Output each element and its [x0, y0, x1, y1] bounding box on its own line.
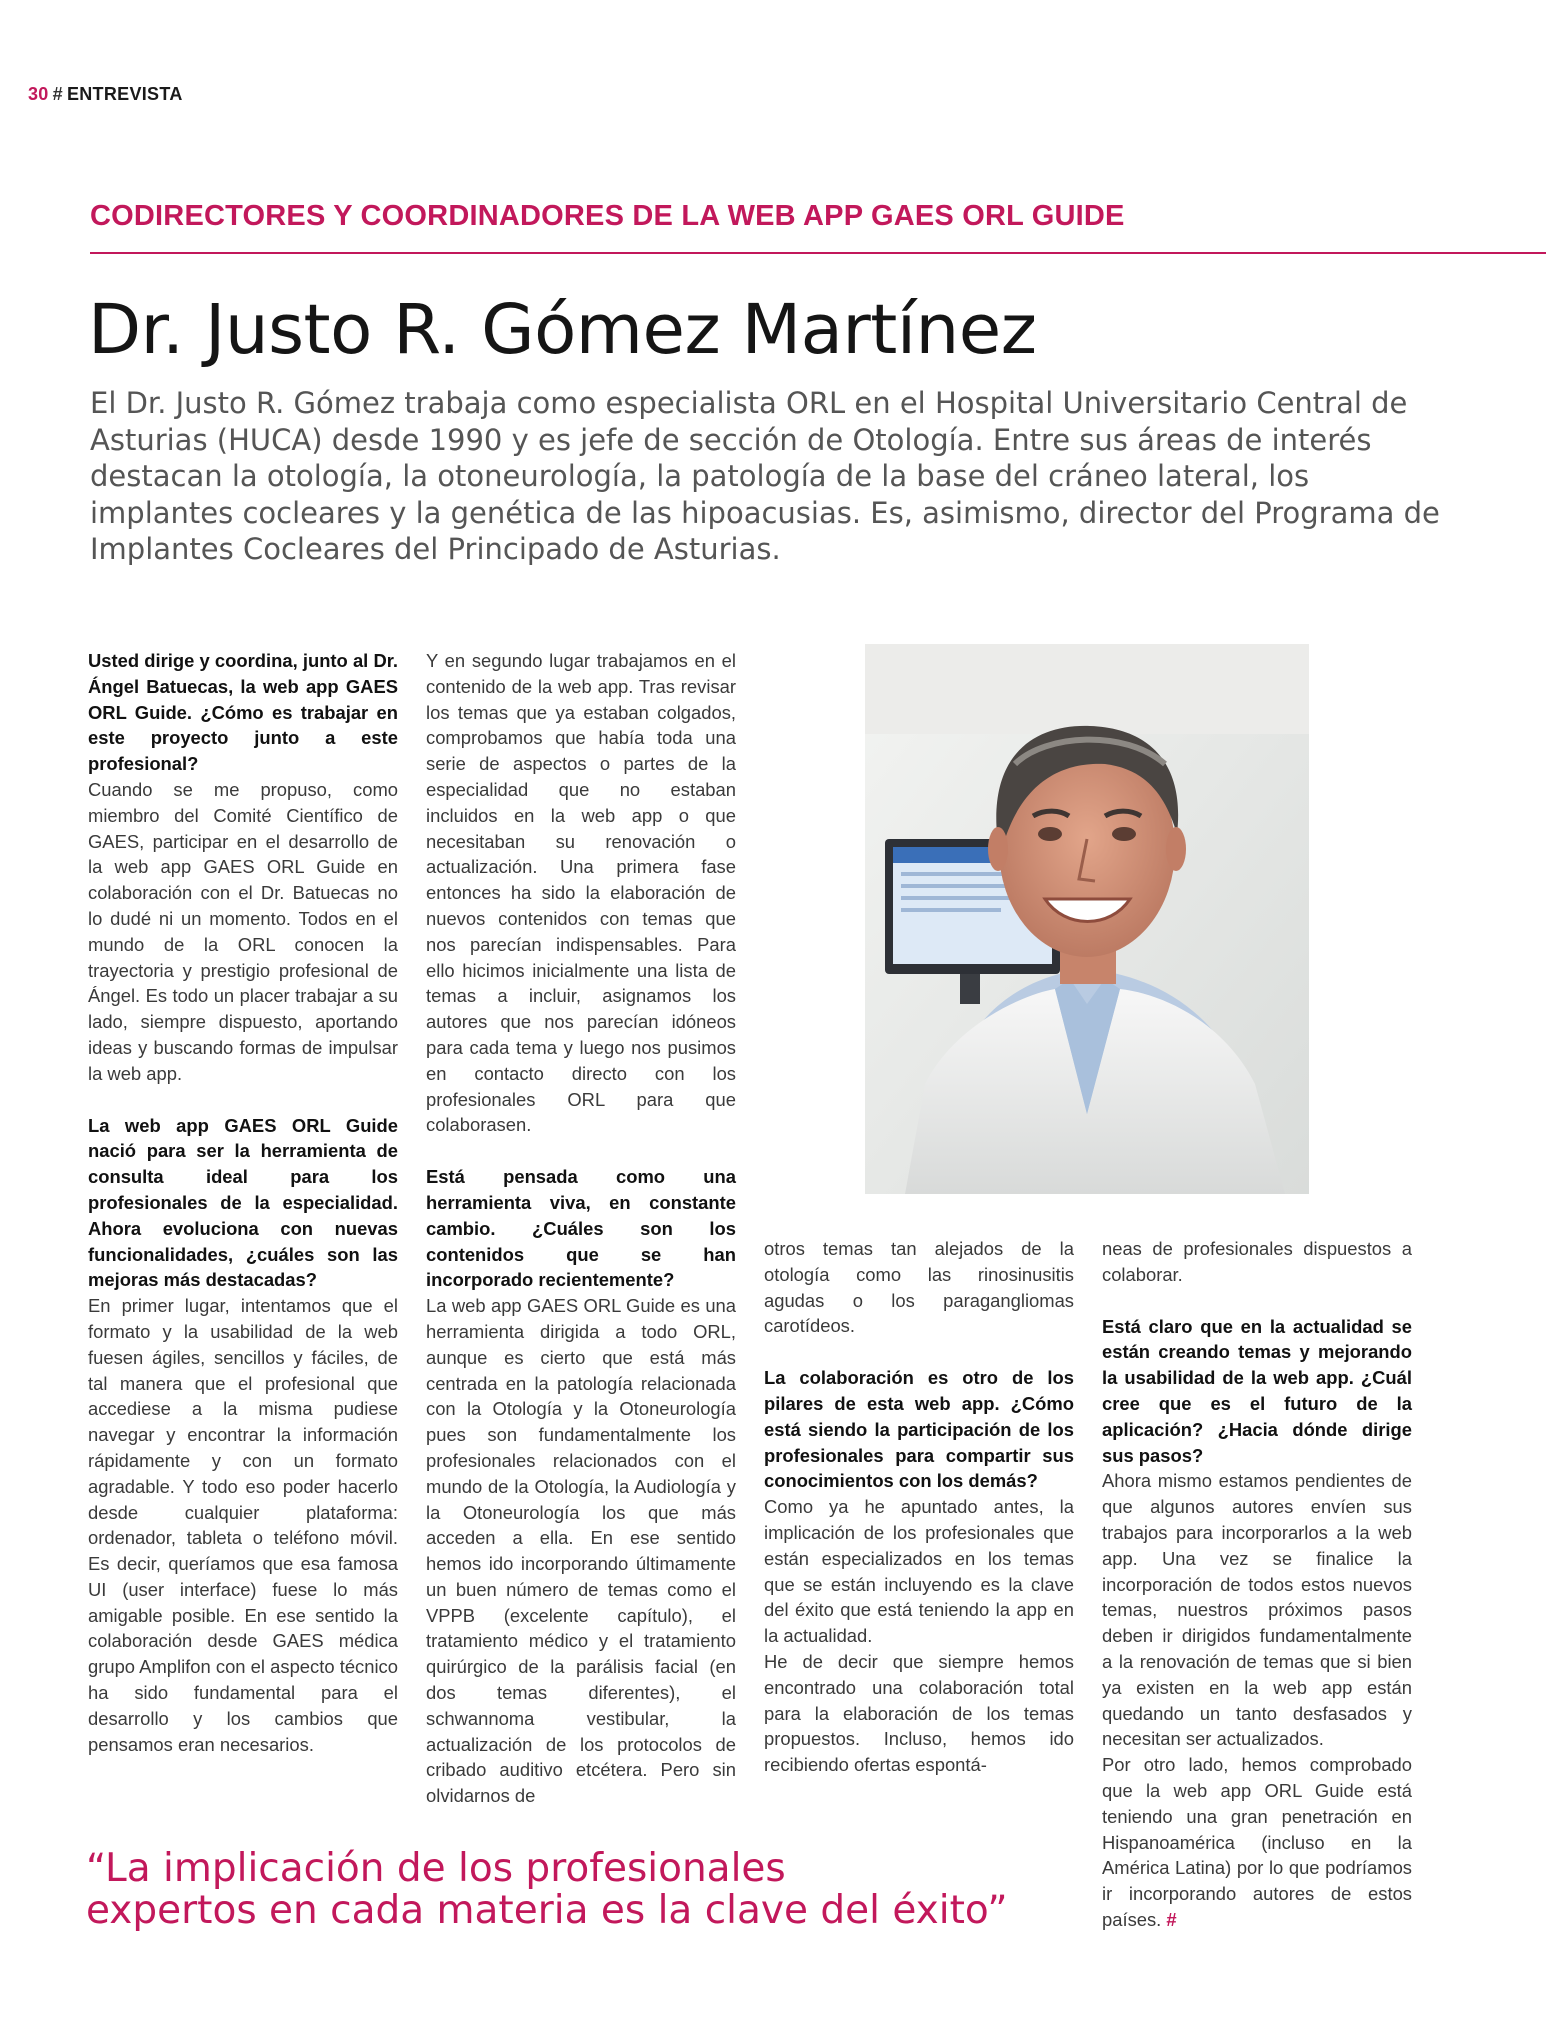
- answer: otros temas tan alejados de la otología como las rinosinusitis agudas o los paragangliomas carotídeos.: [764, 1238, 1074, 1337]
- kicker-heading: CODIRECTORES Y COORDINADORES DE LA WEB APP GAES ORL GUIDE: [90, 200, 1125, 232]
- article-title: Dr. Justo R. Gómez Martínez: [88, 290, 1037, 370]
- column-2: [426, 648, 736, 1809]
- answer-text: Por otro lado, hemos comprobado que la web app ORL Guide está teniendo una gran penetración en Hispanoamérica (incluso en la América Latina) por lo que podríamos ir incorporando autores de estos países.: [1102, 1754, 1412, 1930]
- kicker-rule: [90, 252, 1546, 254]
- answer: neas de profesionales dispuestos a colaborar.: [1102, 1238, 1412, 1285]
- running-header: [28, 84, 183, 105]
- column-3: [764, 1236, 1074, 1778]
- answer: Y en segundo lugar trabajamos en el contenido de la web app. Tras revisar los temas que ya estaban colgados, comprobamos que había toda una serie de aspectos o partes de la especialidad que no estaban incluidos en la web app o que necesitaban su renovación o actualización. Una primera fase entonces ha sido la elaboración de nuevos contenidos con temas que nos parecían indispensables. Para ello hicimos inicialmente una lista de temas a incluir, asignamos los autores que nos parecían idóneos para cada tema y luego nos pusimos en contacto directo con los profesionales ORL para que colaborasen.: [426, 650, 736, 1136]
- answer: Como ya he apuntado antes, la implicación de los profesionales que están especializados en los temas que se están incluyendo es la clave del éxito que está teniendo la app en la actualidad.: [764, 1496, 1074, 1647]
- answer: He de decir que siempre hemos encontrado una colaboración total para la elaboración de los temas propuestos. Incluso, hemos ido recibiendo ofertas espontá-: [764, 1650, 1074, 1776]
- answer: En primer lugar, intentamos que el formato y la usabilidad de la web fuesen ágiles, sencillos y fáciles, de tal manera que el profesional que accediese a la misma pudiese navegar y encontrar la información rápidamente y con un formato agradable. Y todo eso poder hacerlo desde cualquier plataforma: ordenador, tableta o teléfono móvil. Es decir, queríamos que esa famosa UI (user interface) fuese lo más amigable posible. En ese sentido la colaboración desde GAES médica grupo Amplifon con el aspecto técnico ha sido fundamental para el desarrollo y los cambios que pensamos eran necesarios.: [88, 1295, 398, 1755]
- section-label: ENTREVISTA: [66, 84, 183, 104]
- answer: Cuando se me propuso, como miembro del Comité Científico de GAES, participar en el desarrollo de la web app GAES ORL Guide en colaboración con el Dr. Batuecas no lo dudé ni un momento. Todos en el mundo de la ORL conocen la trayectoria y prestigio profesional de Ángel. Es todo un placer trabajar a su lado, siempre dispuesto, aportando ideas y buscando formas de impulsar la web app.: [88, 778, 398, 1084]
- intro-paragraph: [90, 385, 1440, 568]
- question: Está claro que en la actualidad se están creando temas y mejorando la usabilidad de la web app. ¿Cuál cree que es el futuro de la aplicación? ¿Hacia dónde dirige sus pasos?: [1102, 1315, 1412, 1466]
- answer: La web app GAES ORL Guide es una herramienta dirigida a todo ORL, aunque es cierto que está más centrada en la patología relacionada con la Otología y la Otoneurología pues son fundamentalmente los profesionales relacionados con el mundo de la Otología, la Audiología y la Otoneurología los que más acceden a ella. En ese sentido hemos ido incorporando últimamente un buen número de temas como el VPPB (excelente capítulo), el tratamiento médico y el tratamiento quirúrgico de la parálisis facial (en dos temas diferentes), el schwannoma vestibular, la actualización de los protocolos de cribado auditivo etcétera. Pero sin olvidarnos de: [426, 1295, 736, 1807]
- column-4: [1102, 1236, 1412, 1933]
- pull-quote: [86, 1848, 1008, 1932]
- question: Está pensada como una herramienta viva, en constante cambio. ¿Cuáles son los contenidos que se han incorporado recientemente?: [426, 1166, 736, 1291]
- pull-quote-line: expertos en cada materia es la clave del éxito”: [86, 1888, 1008, 1933]
- end-mark: #: [1166, 1908, 1177, 1930]
- portrait-photo: [865, 644, 1309, 1194]
- intro-line: Implantes Cocleares del Principado de Asturias.: [90, 532, 781, 566]
- intro-line: destacan la otología, la otoneurología, la patología de la base del cráneo lateral, los: [90, 459, 1310, 493]
- question: La web app GAES ORL Guide nació para ser la herramienta de consulta ideal para los profesionales de la especialidad. Ahora evoluciona con nuevas funcionalidades, ¿cuáles son las mejoras más destacadas?: [88, 1114, 398, 1291]
- question: Usted dirige y coordina, junto al Dr. Ángel Batuecas, la web app GAES ORL Guide. ¿Cómo es trabajar en este proyecto junto a este profesional?: [88, 650, 398, 775]
- pull-quote-line: “La implicación de los profesionales: [86, 1846, 786, 1891]
- header-hash: #: [52, 84, 63, 104]
- answer: [1102, 1752, 1412, 1933]
- column-1: [88, 648, 398, 1757]
- intro-line: El Dr. Justo R. Gómez trabaja como especialista ORL en el Hospital Universitario Central de: [90, 386, 1408, 420]
- intro-line: Asturias (HUCA) desde 1990 y es jefe de sección de Otología. Entre sus áreas de interés: [90, 422, 1372, 457]
- answer: Ahora mismo estamos pendientes de que algunos autores envíen sus trabajos para incorporarlos a la web app. Una vez se finalice la incorporación de todos estos nuevos temas, nuestros próximos pasos deben ir dirigidos fundamentalmente a la renovación de temas que si bien ya existen en la web app están quedando un tanto desfasados y necesitan ser actualizados.: [1102, 1470, 1412, 1750]
- question: La colaboración es otro de los pilares de esta web app. ¿Cómo está siendo la participación de los profesionales para compartir sus conocimientos con los demás?: [764, 1367, 1074, 1492]
- page-number: 30: [28, 84, 49, 104]
- intro-line: implantes cocleares y la genética de las hipoacusias. Es, asimismo, director del Programa de: [90, 495, 1440, 530]
